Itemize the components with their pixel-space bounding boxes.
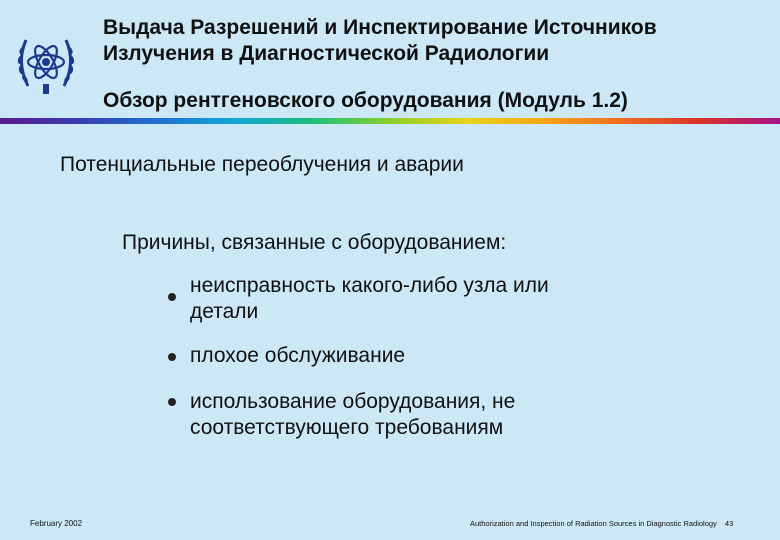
footer-course bbox=[470, 519, 770, 528]
section-heading: Потенциальные переоблучения и аварии bbox=[60, 153, 464, 176]
bullet-icon bbox=[168, 398, 176, 406]
list-item bbox=[190, 343, 750, 369]
bullet-icon bbox=[168, 353, 176, 361]
list-item-line-1: использование оборудования, не bbox=[190, 390, 516, 413]
module-subtitle: Обзор рентгеновского оборудования (Модуль 1.2) bbox=[103, 89, 628, 112]
page-number: 43 bbox=[724, 519, 734, 528]
list-item bbox=[190, 389, 750, 441]
bullet-icon bbox=[168, 293, 176, 301]
iaea-logo bbox=[12, 26, 80, 98]
iaea-emblem-icon bbox=[12, 26, 80, 98]
list-item-line-2: соответствующего требованиям bbox=[190, 416, 504, 439]
title-line-1: Выдача Разрешений и Инспектирование Источников bbox=[103, 16, 657, 39]
footer-course-title: Authorization and Inspection of Radiation Sources in Diagnostic Radiology bbox=[470, 519, 717, 528]
list-item-line-1: плохое обслуживание bbox=[190, 344, 406, 367]
list-item-line-1: неисправность какого-либо узла или bbox=[190, 274, 549, 297]
rainbow-divider bbox=[0, 118, 780, 124]
list-item bbox=[190, 273, 750, 325]
title-line-2: Излучения в Диагностической Радиологии bbox=[103, 42, 550, 65]
causes-title: Причины, связанные с оборудованием: bbox=[122, 231, 507, 254]
list-item-line-2: детали bbox=[190, 300, 259, 323]
footer-date: February 2002 bbox=[30, 519, 83, 528]
slide-title bbox=[103, 15, 763, 67]
